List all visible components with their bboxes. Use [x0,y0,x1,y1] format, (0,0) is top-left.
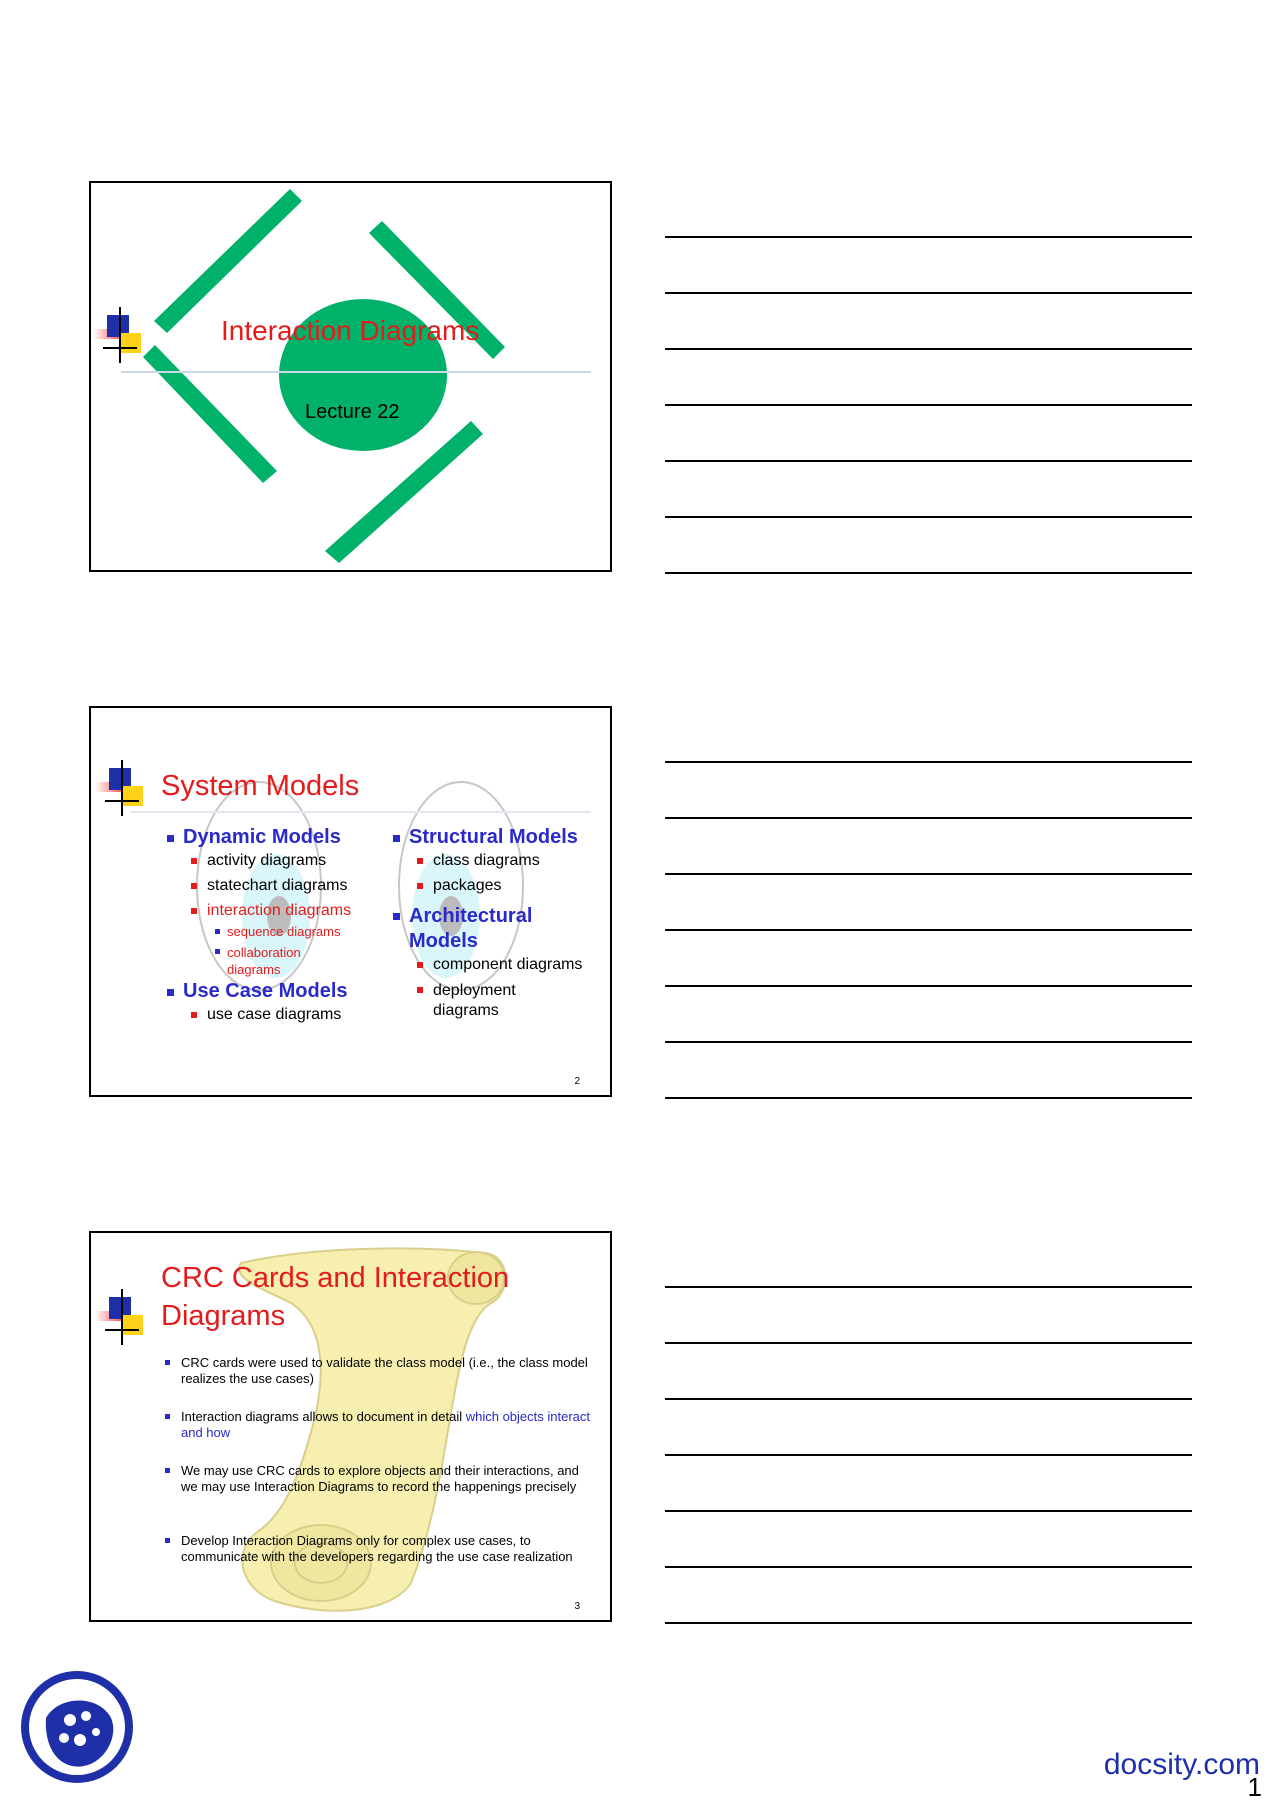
list-item: sequence diagrams [215,924,365,944]
slide-subtitle: Lecture 22 [305,401,400,423]
slide-logo-cubes [95,760,155,820]
architectural-models-heading: Architectural Models [391,904,559,956]
list-item: use case diagrams [191,1006,365,1031]
docsity-logo-icon [18,1668,136,1786]
structural-models-heading: Structural Models [391,826,601,852]
slide-1 [89,181,612,572]
use-case-models-heading: Use Case Models [165,980,365,1006]
slide-logo-cubes [93,307,153,367]
slide-page-number: 2 [574,1076,580,1087]
left-column [165,826,365,1031]
list-item: deployment diagrams [417,981,533,1021]
docsity-brand[interactable]: docsity.com [1103,1748,1260,1781]
green-diamond-graphic [91,183,612,572]
list-item: class diagrams [417,852,601,877]
slide-title: System Models [161,770,360,802]
crc-bullets [165,1355,595,1587]
list-item: interaction diagrams [191,902,365,924]
slide-logo-cubes [95,1289,155,1349]
bullet-item: We may use CRC cards to explore objects and their interactions, and we may use Interaction Diagrams to record the happenings precisely [165,1463,595,1533]
slide-page-number: 3 [574,1601,580,1612]
list-item: activity diagrams [191,852,365,877]
slide-title: Interaction Diagrams [221,315,480,346]
slide-3 [89,1231,612,1622]
bullet-item: CRC cards were used to validate the class model (i.e., the class model realizes the use cases) [165,1355,595,1409]
list-item: component diagrams [417,956,601,981]
list-item: statechart diagrams [191,877,365,902]
list-item: packages [417,877,601,902]
bullet-item: Develop Interaction Diagrams only for complex use cases, to communicate with the developers regarding the use case realization [165,1533,595,1587]
page-number: 1 [1247,1772,1262,1802]
dynamic-models-heading: Dynamic Models [165,826,365,852]
list-item: collaboration diagrams [215,944,337,978]
right-column [391,826,601,1021]
slide-title: CRC Cards and Interaction Diagrams [161,1262,510,1332]
bullet-item: Interaction diagrams allows to document in detail which objects interact and how [165,1409,595,1463]
slide-2 [89,706,612,1097]
